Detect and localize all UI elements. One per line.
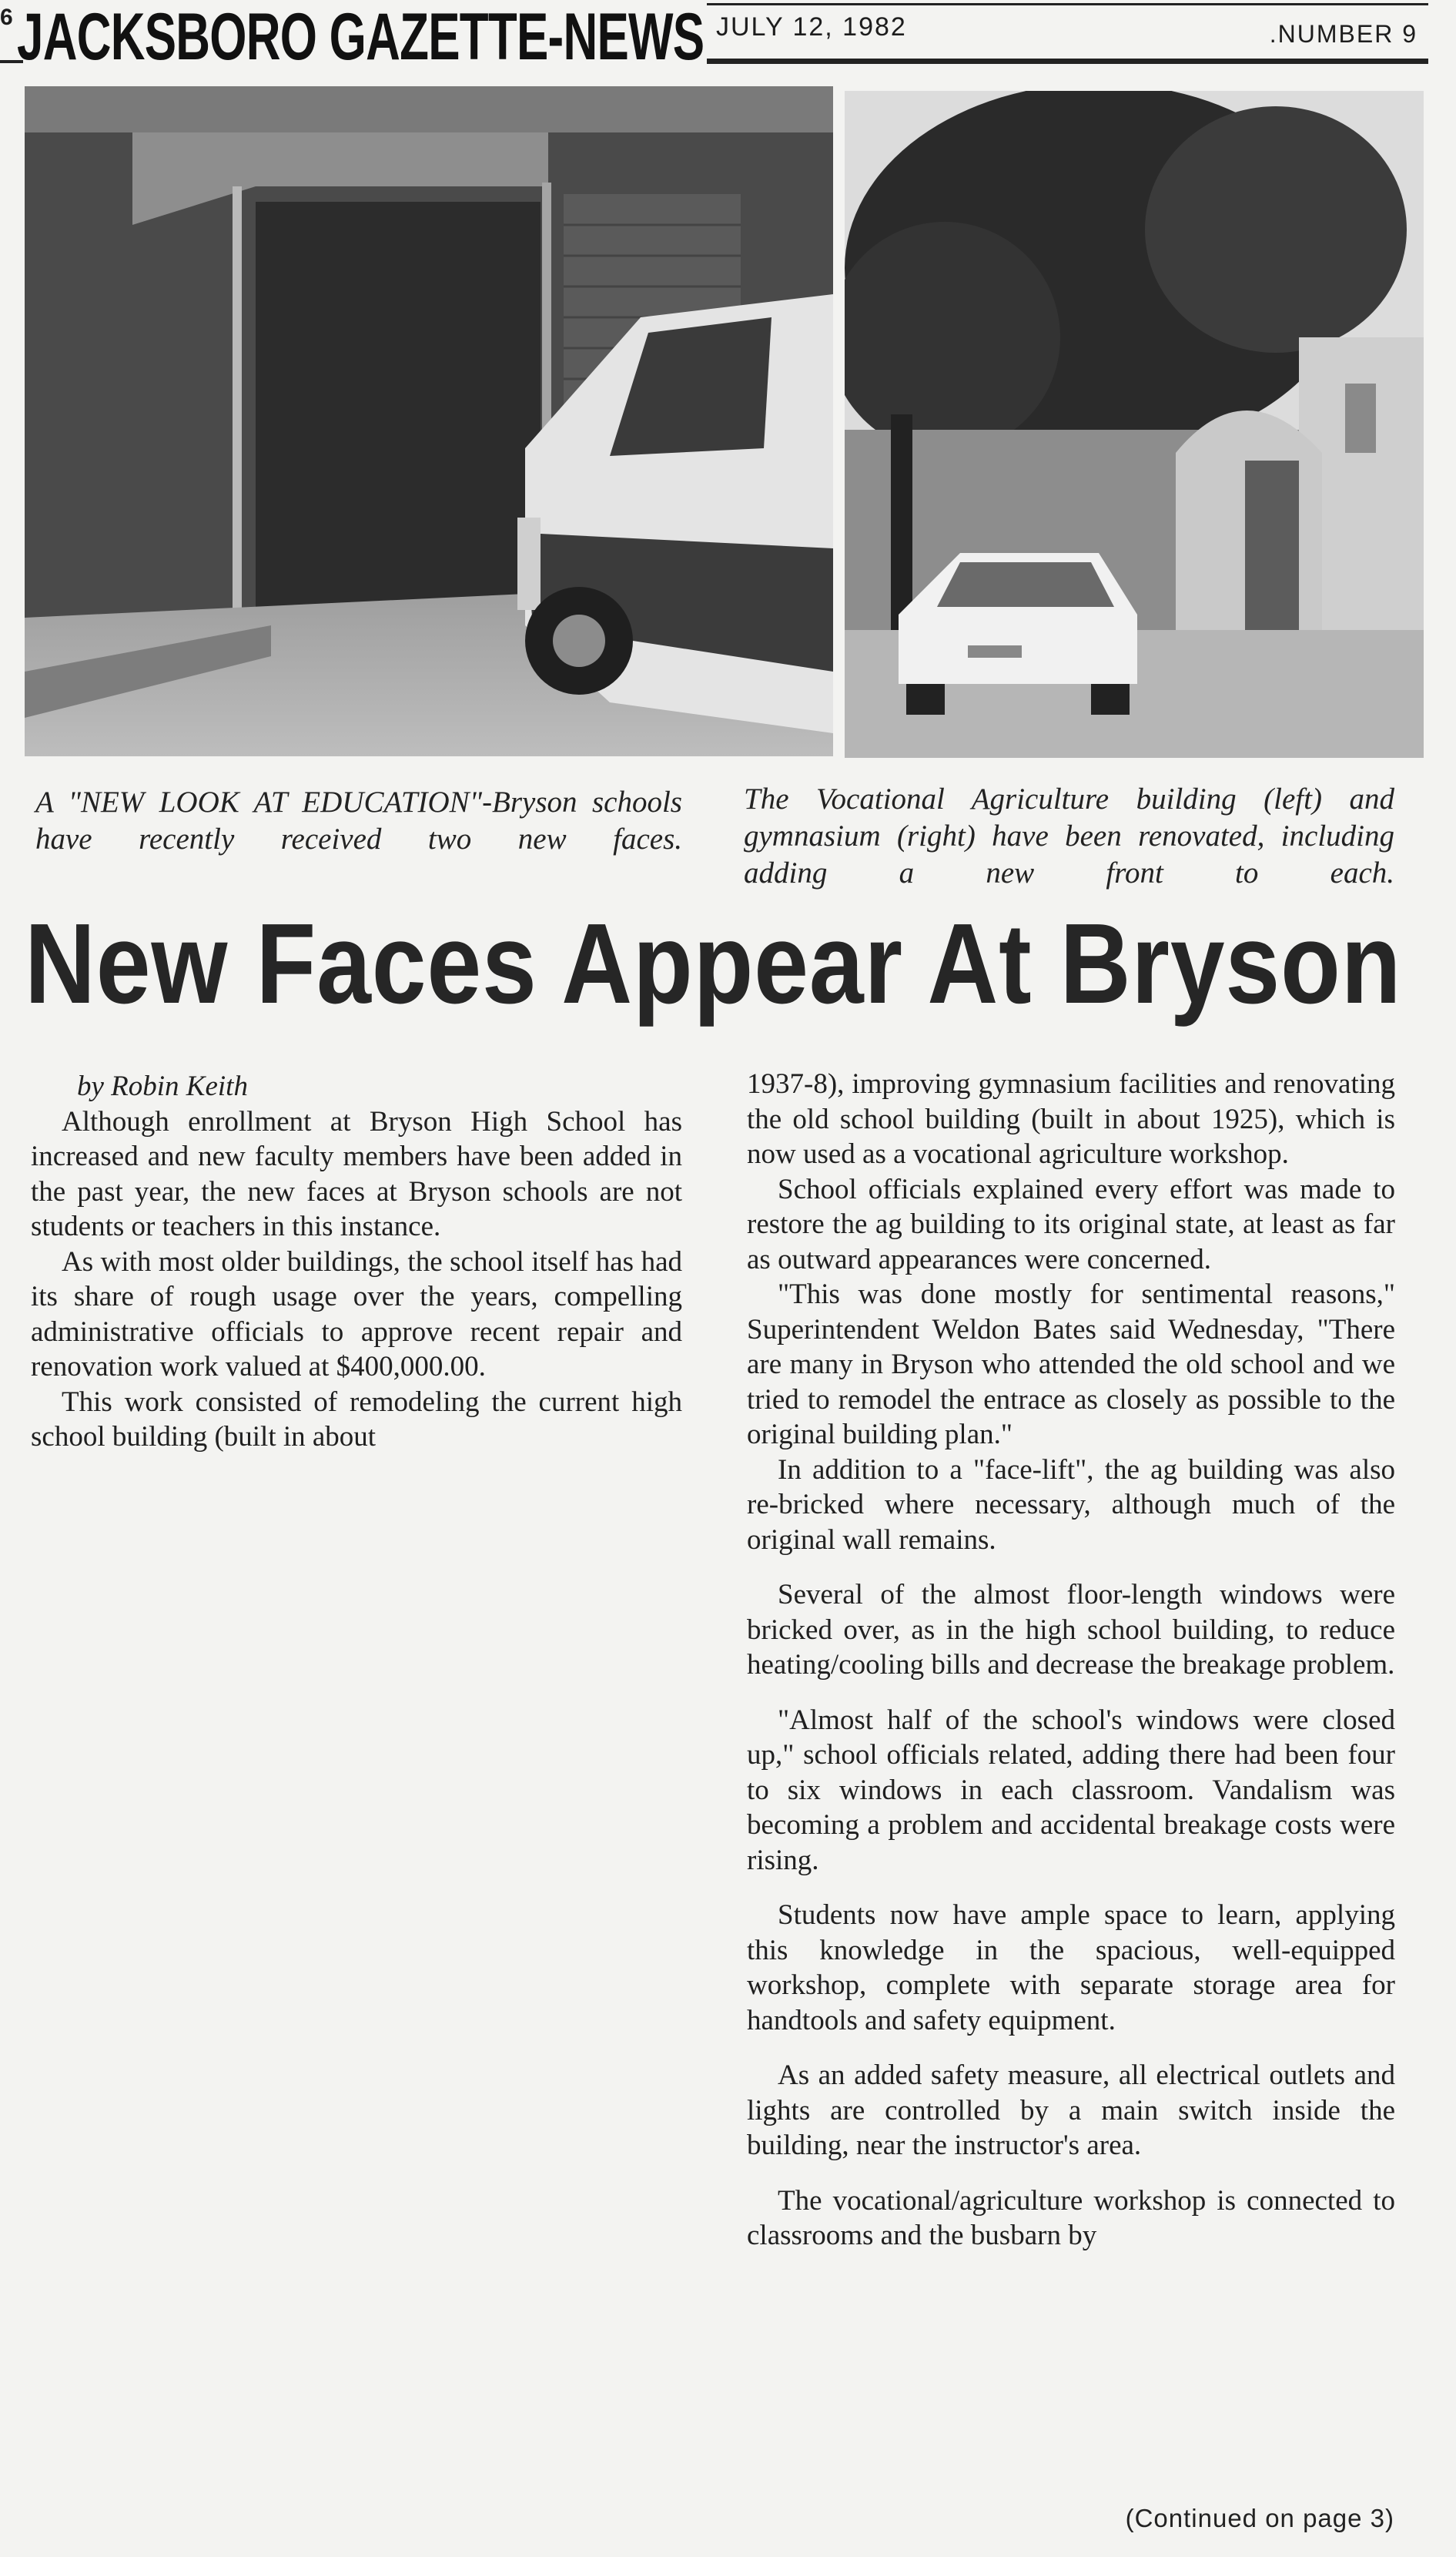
paragraph: As an added safety measure, all electrical outlets and lights are controlled by a main switch inside the building, near the instructor's area. [747, 2059, 1395, 2161]
masthead-rule-top [707, 3, 1428, 5]
paragraph: In addition to a "face-lift", the ag building was also re-bricked where necessary, although much of the original wall remains. [747, 1453, 1395, 1556]
paragraph: School officials explained every effort was made to restore the ag building to its original state, at least as far as outward appearances were concerned. [747, 1173, 1395, 1275]
caption-right: The Vocational Agriculture building (left) and gymnasium (right) have been renovated, including adding a new front to each. [744, 783, 1394, 890]
newspaper-name: JACKSBORO GAZETTE-NEWS [17, 0, 705, 74]
paragraph: This work consisted of remodeling the current high school building (built in about [31, 1386, 682, 1453]
page-number: 6 [0, 5, 13, 30]
article-byline: by Robin Keith [77, 1071, 248, 1102]
issue-date: JULY 12, 1982 [716, 12, 907, 42]
paragraph: "This was done mostly for sentimental reasons," Superintendent Weldon Bates said Wednesday, "There are many in Bryson who attended the old school and we tried to remodel the entrace as closely as possible to the original building plan." [747, 1278, 1395, 1450]
photo-gymnasium [845, 91, 1424, 758]
photo-ag-building [25, 86, 833, 756]
paragraph: Several of the almost floor-length windows were bricked over, as in the high school building, to reduce heating/cooling bills and decrease the breakage problem. [747, 1579, 1395, 1681]
paragraph: Although enrollment at Bryson High School has increased and new faculty members have been added in the past year, the new faces at Bryson schools are not students or teachers in this instance. [31, 1105, 682, 1242]
paragraph: 1937-8), improving gymnasium facilities and renovating the old school building (built in about 1925), which is now used as a vocational agriculture workshop. [747, 1068, 1395, 1170]
article-headline: New Faces Appear At Bryson [25, 900, 1402, 1027]
paragraph: "Almost half of the school's windows were closed up," school officials related, adding there had been four to six windows in each classroom. Vandalism was becoming a problem and accidental breakage costs were rising. [747, 1704, 1395, 1876]
paragraph: As with most older buildings, the school itself has had its share of rough usage over the years, compelling administrative officials to approve recent repair and renovation work valued at $400,000.00. [31, 1245, 682, 1382]
paragraph: Students now have ample space to learn, applying this knowledge in the spacious, well-equipped workshop, complete with separate storage area for handtools and safety equipment. [747, 1899, 1395, 2036]
article-column-left [31, 1069, 682, 1455]
issue-number: .NUMBER 9 [1269, 20, 1418, 48]
caption-left: A "NEW LOOK AT EDUCATION"-Bryson schools have recently received two new faces. [35, 786, 682, 856]
masthead-rule-bottom [707, 59, 1428, 64]
article-column-right [747, 1067, 1395, 2254]
continued-notice: (Continued on page 3) [1125, 2504, 1394, 2532]
paragraph: The vocational/agriculture workshop is connected to classrooms and the busbarn by [747, 2184, 1395, 2251]
